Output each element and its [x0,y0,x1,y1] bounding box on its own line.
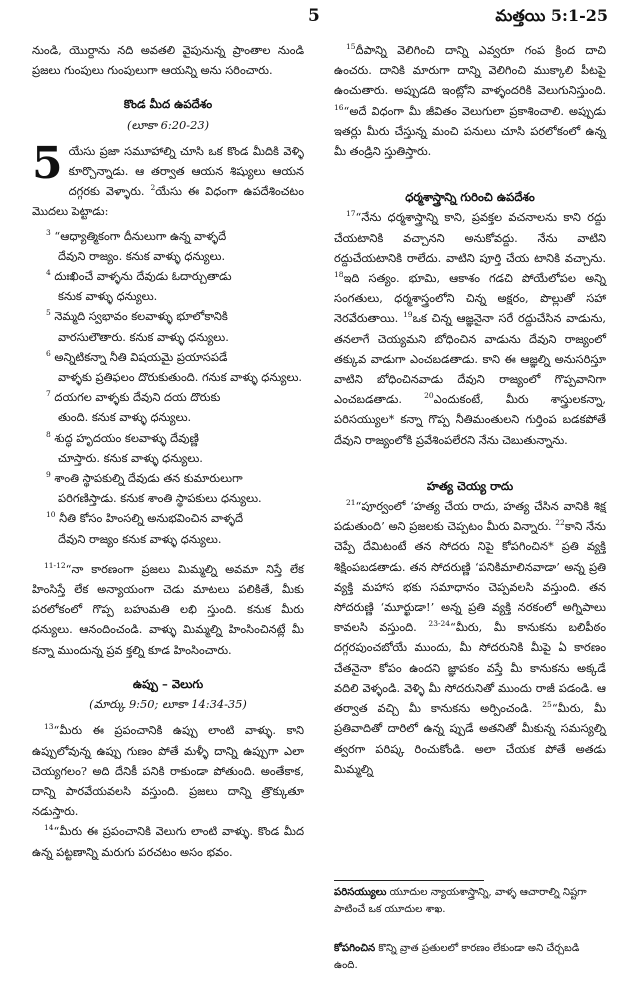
verse-1: యేసు ప్రజా సమూహాల్ని చూసి ఒక కొండ మీదికి వెళ్ళి కూర్చొన్నాడు. ఆ తర్వాత ఆయన శిష్యులు ఆయన దగ్గరకు వెళ్ళారు. [68,143,304,199]
footnote [334,884,606,918]
chapter-number: 5 [32,137,63,189]
verse-number: 10 [46,510,56,520]
beatitude-line: దుఃఖించే వాళ్ళను దేవుడు ఓదార్చుతాడు [54,269,232,284]
beatitude-item [46,387,304,427]
section-heading-sermon: కొండ మీద ఉపదేశం [123,97,213,112]
verse-25: “మీరు, మీ ప్రతివాదితో దారిలో ఉన్న ప్పుడే అతనితో మీకున్న సమస్యల్ని త్వరగా పరిష్క రించుకోండి. అలా చేయక పోతే అతడు మిమ్మల్ని [334,701,606,776]
verse-number: 21 [346,498,356,508]
beatitude-line: వారసులౌతారు. కనుక వాళ్ళు ధన్యులు. [58,329,229,344]
verse-number: 5 [46,308,51,318]
continued-paragraph: నుండి, యొర్దాను నది అవతలి వైపునున్న ప్రాంతాల నుండి ప్రజలు గుంపులు గుంపులుగా ఆయన్ని అను సరించారు. [32,43,304,78]
beatitude-item [46,508,304,548]
verse-11-12: “నా కారణంగా ప్రజలు మిమ్మల్ని అవమా నిస్తే లేక హింసిస్తే లేక అన్యాయంగా చెడు మాటలు పలికితే, మీకు పరలోకంలో గొప్ప బహుమతి లభి స్తుంది. కనుక మీరు ధన్యులు. ఆనందించండి. వాళ్ళు మిమ్మల్ని హింసించినట్లే మీ కన్నా ముందున్న ప్రవ క్తల్ని కూడ హింసించారు. [32,561,304,657]
verse-number: 18 [334,270,344,280]
section-cross-reference: (మార్కు 9:50; లూకా 14:34-35) [89,697,247,712]
verse-2: యేసు ఈ విధంగా ఉపదేశించటం మొదలు పెట్టాడు: [32,184,304,219]
page-number: 5 [308,6,320,26]
beatitude-line: “ఆధ్యాత్మికంగా దీనులుగా ఉన్న వాళ్ళదే [54,228,227,243]
verse-number: 22 [555,518,565,528]
verse-number: 6 [46,349,51,359]
verse-number: 4 [46,268,51,278]
verse-number: 9 [46,470,51,480]
verse-13: “మీరు ఈ ప్రపంచానికి ఉప్పు లాంటి వాళ్ళు. కాని ఉప్పులోవున్న ఉప్పు గుణం పోతే మళ్ళీ దాన్ని ఉప్పుగా ఎలా చెయ్యగలం? అది దేనికీ పనికి రాకుండా పోతుంది. అంతేకాక, దాన్ని పారవేయవలసి వస్తుంది. ప్రజలు దాన్ని త్రొక్కుతూ నడుస్తారు. [32,723,304,819]
verse-14: “మీరు ఈ ప్రపంచానికి వెలుగు లాంటి వాళ్ళు. కొండ మీద ఉన్న పట్టణాన్ని మరుగు పరచటం అసం భవం. [32,824,304,859]
verse-number: 13 [44,722,54,732]
verse-20: ఎందుకంటే, మీరు శాస్త్రులకన్నా, పరిసయ్యుల* కన్నా గొప్ప నీతిమంతులని గుర్తింప బడకపోతే దేవుని రాజ్యంలోకి ప్రవేశింపలేరని నేను చెబుతున్నాను. [334,392,607,447]
verse-15: దీపాన్ని వెలిగించి దాన్ని ఎవ్వరూ గంప క్రింద దాచి ఉంచరు. దానికి మారుగా దాన్ని వెలిగించి ముక్కాలి పీటపై ఉంచుతారు. అప్పుడది ఇంట్లోని వాళ్ళందరికి వెలుగునిస్తుంది. [334,43,606,98]
right-column [334,40,606,779]
footnote-divider [334,880,484,881]
verse-number: 7 [46,389,51,399]
footnote-term: పరిసయ్యులు [334,886,387,898]
beatitude-line: శాంతి స్థాపకుల్ని దేవుడు తన కుమారులుగా [54,471,243,486]
verse-22: కాని నేను చెప్పే దేమిటంటే తన సోదరు నిపై కోపగించిన* ప్రతి వ్యక్తి శిక్షింపబడతాడు. తన సోదరుణ్ణి ‘పనికిమాలినవాడా’ అన్న ప్రతి వ్యక్తి మహాస భకు సమాధానం చెప్పవలసి వస్తుంది. తన సోదరుణ్ణి ‘మూర్ఖుడా!’ అన్న ప్రతి వ్యక్తి నరకంలో అగ్నిపాలు కావలసి వస్తుంది. [334,519,607,635]
verse-number: 3 [46,227,51,237]
verse-number: 11-12 [44,561,66,571]
verse-number: 2 [150,183,156,193]
verse-number: 25 [542,700,552,710]
footnote-text: యూదుల న్యాయశాస్త్రాన్ని, వాళ్ళ ఆచారాల్ని నిష్టగా పాటించే ఒక యూదుల శాఖ. [334,887,587,915]
verse-19: ఒక చిన్న ఆజ్ఞనైనా సరే రద్దుచేసిన వాడును, తనలాగే చెయ్యమని బోధించిన వాడును దేవుని రాజ్యంలో తక్కువ వాడుగా ఎంచబడతాడు. కాని ఈ ఆజ్ఞల్ని అనుసరిస్తూ వాటిని బోధించినవాడు దేవుని రాజ్యంలో గొప్పవానిగా ఎంచబడతాడు. [334,311,607,407]
section-heading-murder: హత్య చెయ్య రాదు [426,478,514,493]
footnote-term: కోపగించిన [334,942,376,954]
verse-number: 8 [46,429,51,439]
verse-16: “అదే విధంగా మీ జీవితం వెలుగులా ప్రకాశించాలి. అప్పుడు ఇతర్లు మీరు చేస్తున్న మంచి పనులు చూసి పరలోకంలో ఉన్న మీ తండ్రిని స్తుతిస్తారు. [334,103,606,159]
beatitude-item [46,266,304,306]
beatitude-line: అన్నిటికన్నా నీతి విషయమై ప్రయాసపడే [54,349,228,364]
beatitude-line: దేవుని రాజ్యం. కనుక వాళ్ళు ధన్యులు. [58,248,226,263]
beatitude-line: వాళ్ళకు ప్రతిఫలం దొరుకుతుంది. గనుక వాళ్ళు ధన్యులు. [58,370,303,385]
beatitude-line: దయగల వాళ్ళకు దేవుని దయ దొరుకు [54,390,221,405]
beatitude-line: కనుక వాళ్ళు ధన్యులు. [58,289,158,304]
beatitude-line: శుద్ధ హృదయం కలవాళ్ళు దేవుణ్ణి [54,430,199,445]
verse-number: 14 [44,823,54,833]
verse-17: “నేను ధర్మశాస్త్రాన్ని కాని, ప్రవక్తల వచనాలను కాని రద్దు చేయటానికి వచ్చానని అనుకోవద్దు. నేను వాటిని రద్దుచేయటానికి రాలేదు. వాటిని పూర్తి చేయ టానికి వచ్చాను. [334,210,606,265]
verse-14-paragraph [32,821,304,861]
verse-number: 19 [403,310,413,320]
verse-17-20-paragraph [334,207,606,449]
beatitude-line: దేవుని రాజ్యం కనుక వాళ్ళు ధన్యులు. [58,531,222,546]
verse-15-16-paragraph [334,40,606,161]
beatitude-item [46,306,304,346]
footnote [334,940,606,974]
beatitude-line: చూస్తారు. కనుక వాళ్ళు ధన్యులు. [58,450,203,465]
verse-number: 17 [346,209,356,219]
beatitude-item [46,347,304,387]
verse-number: 16 [334,102,344,112]
verse-number: 23-24 [428,619,451,629]
verse-1-paragraph [32,137,304,222]
verse-21: “పూర్వంలో ‘హత్య చేయ రాదు, హత్య చేసిన వానికి శిక్ష పడుతుంది’ అని ప్రజలకు చెప్పటం మీరు విన్నారు. [334,499,606,534]
verse-23-24: “మీరు, మీ కానుకను బలిపీఠం దగ్గరపుంచబోయే ముందు, మీ సోదరునికి మీపై ఏ కారణం చేతనైనా కోపం ఉందని జ్ఞాపకం వస్తే మీ కానుకను అక్కడే వదిలి వెళ్ళండి. వెళ్ళి మీ సోదరునితో ముందు రాజీ పడండి. ఆ తర్వాత వచ్చి మీ కానుకను అర్పించండి. [334,620,606,716]
verse-21-25-paragraph [334,496,606,779]
section-heading-salt-light: ఉప్పు – వెలుగు [132,676,204,691]
beatitude-item [46,468,304,508]
chapter-reference: మత్తయి 5:1-25 [495,6,608,25]
section-cross-reference: (లూకా 6:20-23) [126,117,210,132]
verse-number: 15 [346,42,356,52]
section-heading-law: ధర్మశాస్త్రాన్ని గురించి ఉపదేశం [405,190,535,205]
beatitude-line: తుంది. కనుక వాళ్ళు ధన్యులు. [58,410,192,425]
beatitude-line: నెమ్మది స్వభావం కలవాళ్ళు భూలోకానికి [54,309,228,324]
verse-number: 20 [424,391,434,401]
verse-18: ఇది సత్యం. భూమి, ఆకాశం గడచి పోయేలోపల అన్ని సంగతులు, ధర్మశాస్త్రంలోని చిన్న అక్షరం, పొల్లుతో సహా నెరవేరుతాయి. [334,271,606,326]
left-column [32,40,304,862]
footnote-text: కొన్ని వ్రాత ప్రతులలో కారణం లేకుండా అని చేర్చబడి ఉంది. [334,943,580,971]
beatitude-line: నీతి కోసం హింసల్ని అనుభవించిన వాళ్ళదే [59,511,244,526]
verse-11-12-paragraph [32,559,304,660]
beatitude-item [46,226,304,266]
beatitudes-list [46,226,304,549]
beatitude-item [46,428,304,468]
beatitude-line: పరిగణిస్తాడు. కనుక శాంతి స్థాపకులు ధన్యులు. [58,491,262,506]
verse-13-paragraph [32,720,304,821]
